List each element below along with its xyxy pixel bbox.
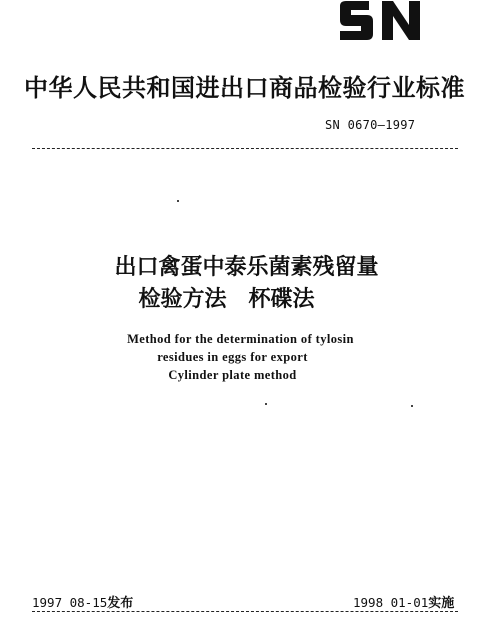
sn-logo — [336, 0, 426, 42]
issue-date — [32, 592, 133, 611]
footer-divider — [32, 611, 458, 612]
document-title-zh-line2 — [0, 282, 471, 313]
implementation-date-value: 1998 01-01 — [353, 595, 429, 610]
sn-logo-mark — [336, 0, 426, 42]
issue-date-label: 发布 — [107, 596, 134, 611]
document-title-en-line1: Method for the determination of tylosin — [127, 332, 354, 346]
document-title-zh-part-a: 检验方法 — [138, 287, 227, 312]
issue-date-value: 1997 08-15 — [32, 595, 108, 610]
implementation-date-label: 实施 — [428, 596, 455, 611]
document-title-zh-line1: 出口禽蛋中泰乐菌素残留量 — [114, 255, 379, 280]
standard-category-title: 中华人民共和国进出口商品检验行业标准 — [24, 74, 465, 102]
scan-speck — [411, 405, 413, 407]
standard-code: SN 0670—1997 — [325, 118, 416, 132]
document-title-zh-part-b: 杯碟法 — [248, 287, 315, 312]
document-title-en-line2: residues in eggs for export — [157, 350, 308, 364]
implementation-date — [353, 592, 454, 611]
document-title-en-line3: Cylinder plate method — [168, 368, 297, 382]
header-divider — [32, 148, 458, 149]
scan-speck — [265, 403, 267, 405]
scan-speck — [177, 200, 179, 202]
